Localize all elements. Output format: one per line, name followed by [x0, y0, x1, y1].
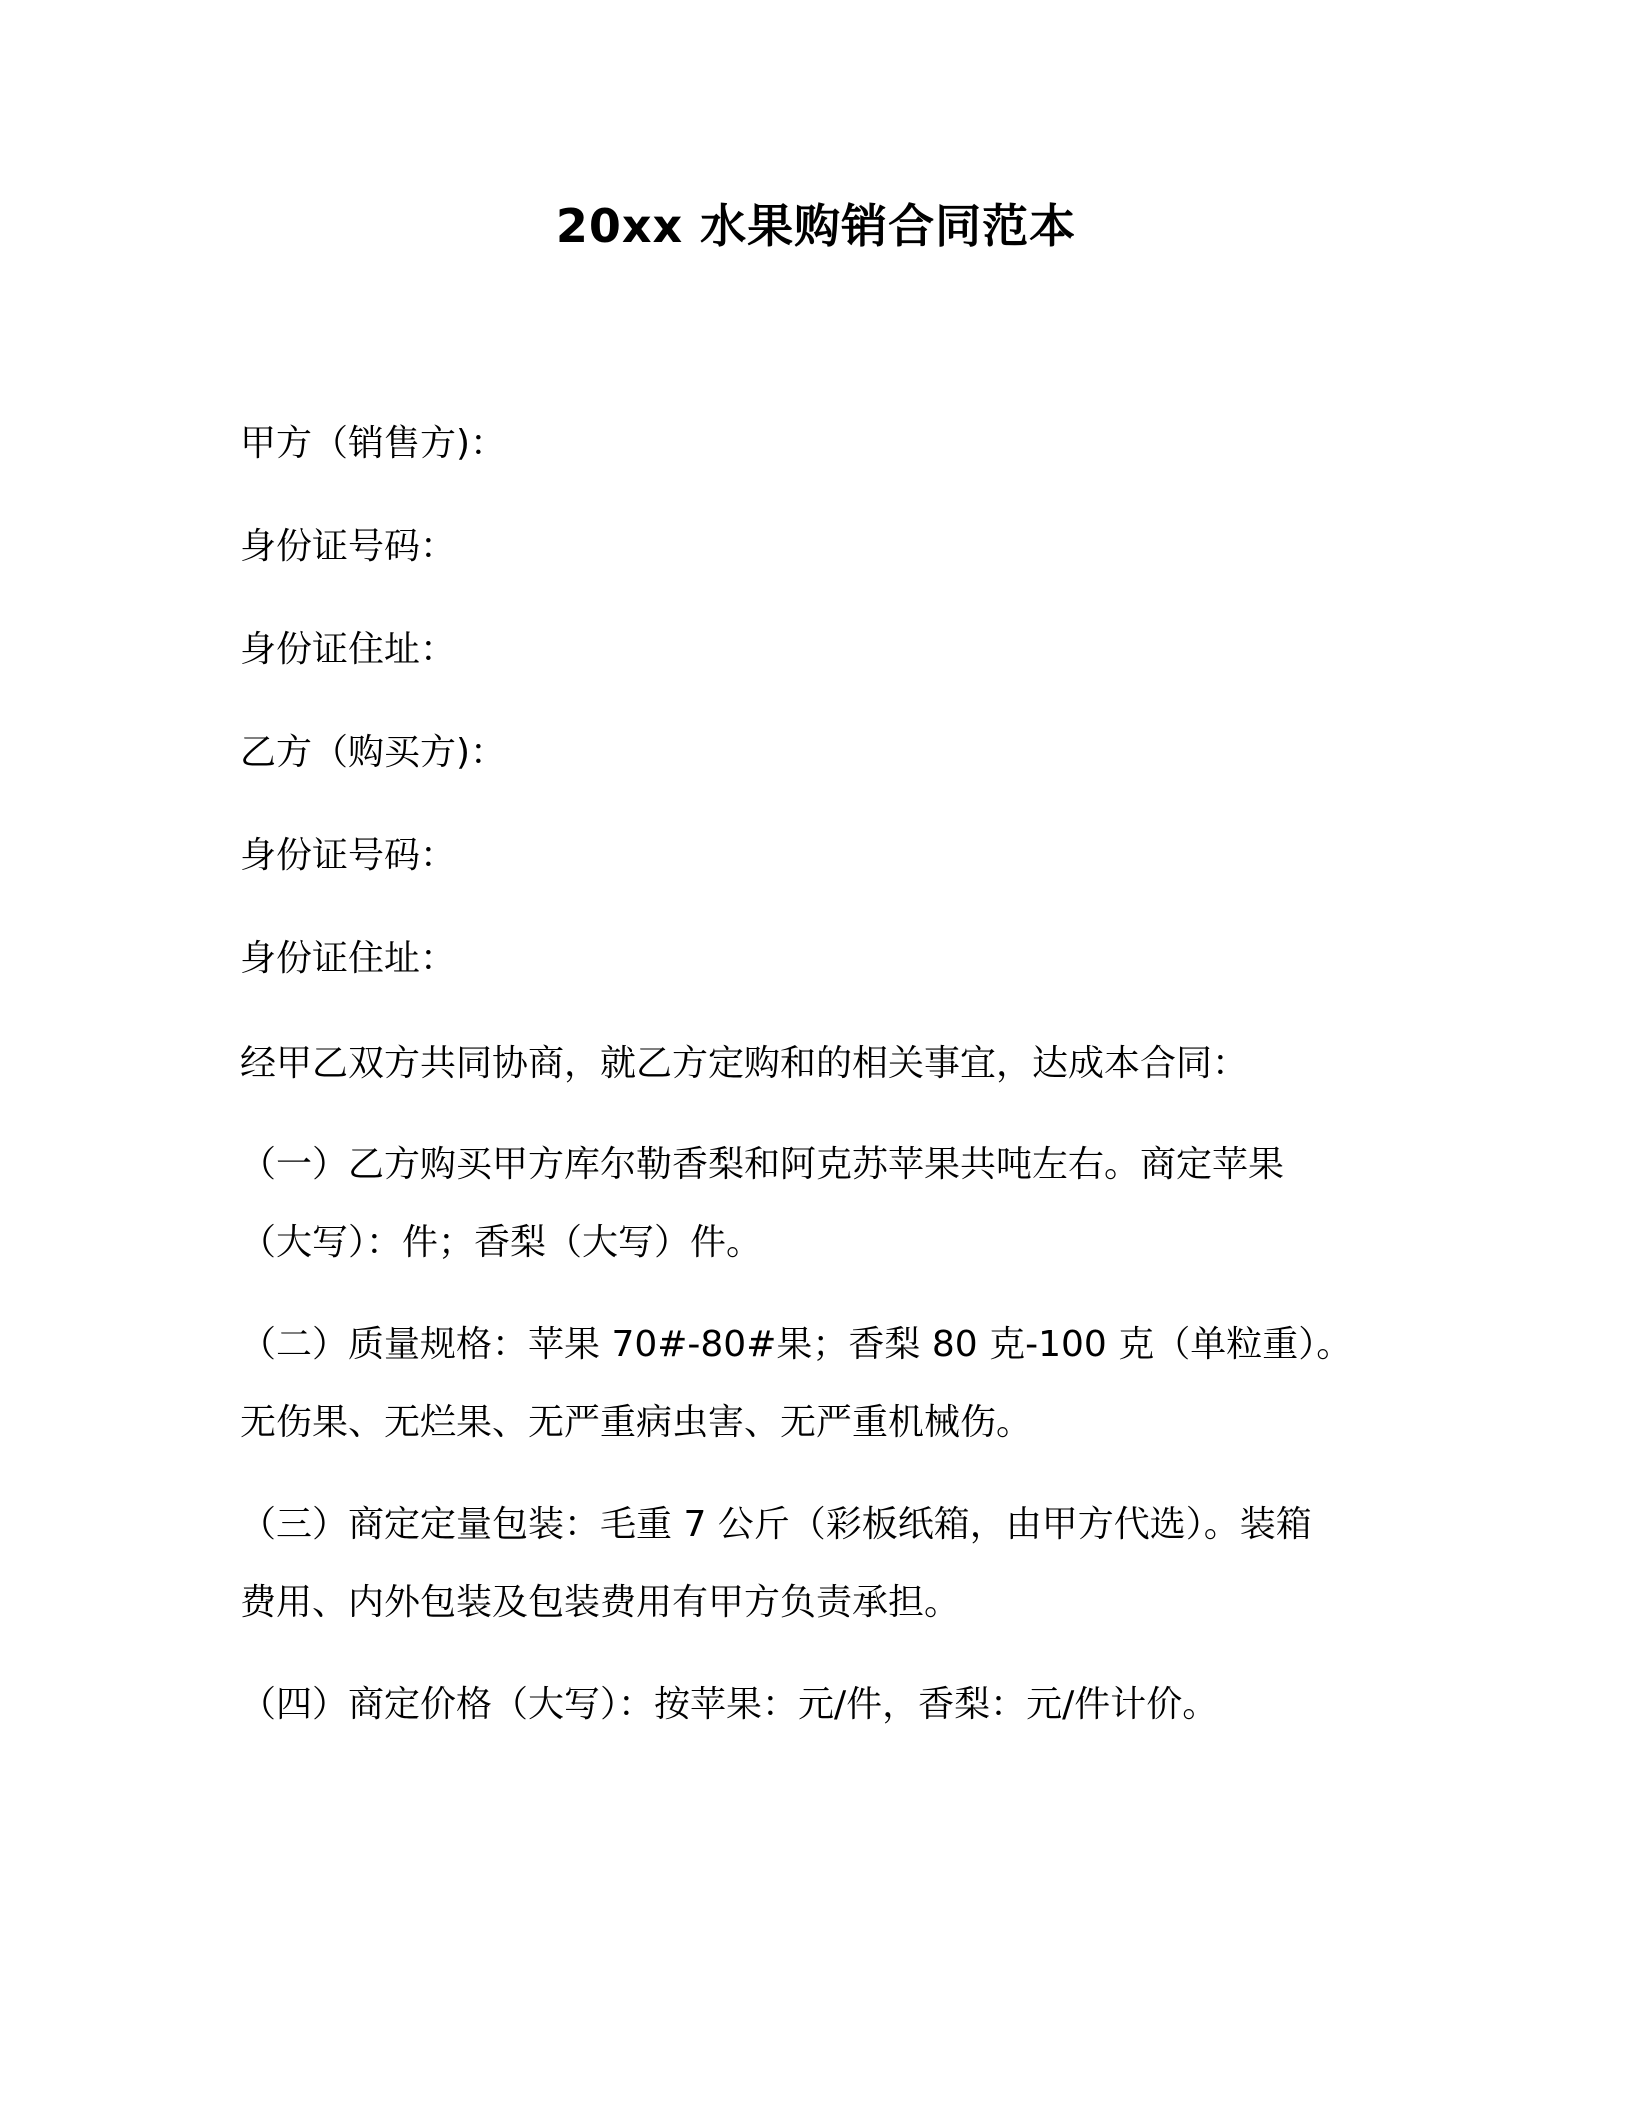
- buyer-name-field: 乙方（购买方)：: [240, 732, 507, 773]
- seller-id-number-field: 身份证号码：: [240, 526, 457, 567]
- clause-2-line-1: （二）质量规格：苹果 70#-80#果；香梨 80 克-100 克（单粒重）。: [240, 1324, 1353, 1365]
- clause-3-line-1: （三）商定定量包装：毛重 7 公斤（彩板纸箱，由甲方代选）。装箱: [240, 1504, 1312, 1545]
- clause-2-line-2: 无伤果、无烂果、无严重病虫害、无严重机械伤。: [240, 1402, 1033, 1443]
- clause-2: [240, 1306, 1400, 1462]
- clause-3: [240, 1486, 1400, 1642]
- clause-1-line-1: （一）乙方购买甲方库尔勒香梨和阿克苏苹果共吨左右。商定苹果: [240, 1144, 1285, 1185]
- clause-1-line-2: （大写）：件；香梨（大写）件。: [240, 1222, 763, 1263]
- seller-name-field: 甲方（销售方)：: [240, 423, 507, 464]
- clause-4-line-1: （四）商定价格（大写）：按苹果：元/件，香梨：元/件计价。: [240, 1684, 1219, 1725]
- buyer-id-number-field: 身份证号码：: [240, 835, 457, 876]
- clause-3-line-2: 费用、内外包装及包装费用有甲方负责承担。: [240, 1582, 961, 1623]
- intro-paragraph: 经甲乙双方共同协商，就乙方定购和的相关事宜，达成本合同：: [240, 1043, 1249, 1084]
- document-title: 20xx 水果购销合同范本: [555, 199, 1077, 253]
- clause-1: [240, 1126, 1400, 1282]
- clause-4: [240, 1666, 1400, 1744]
- seller-id-address-field: 身份证住址：: [240, 629, 457, 670]
- buyer-id-address-field: 身份证住址：: [240, 938, 457, 979]
